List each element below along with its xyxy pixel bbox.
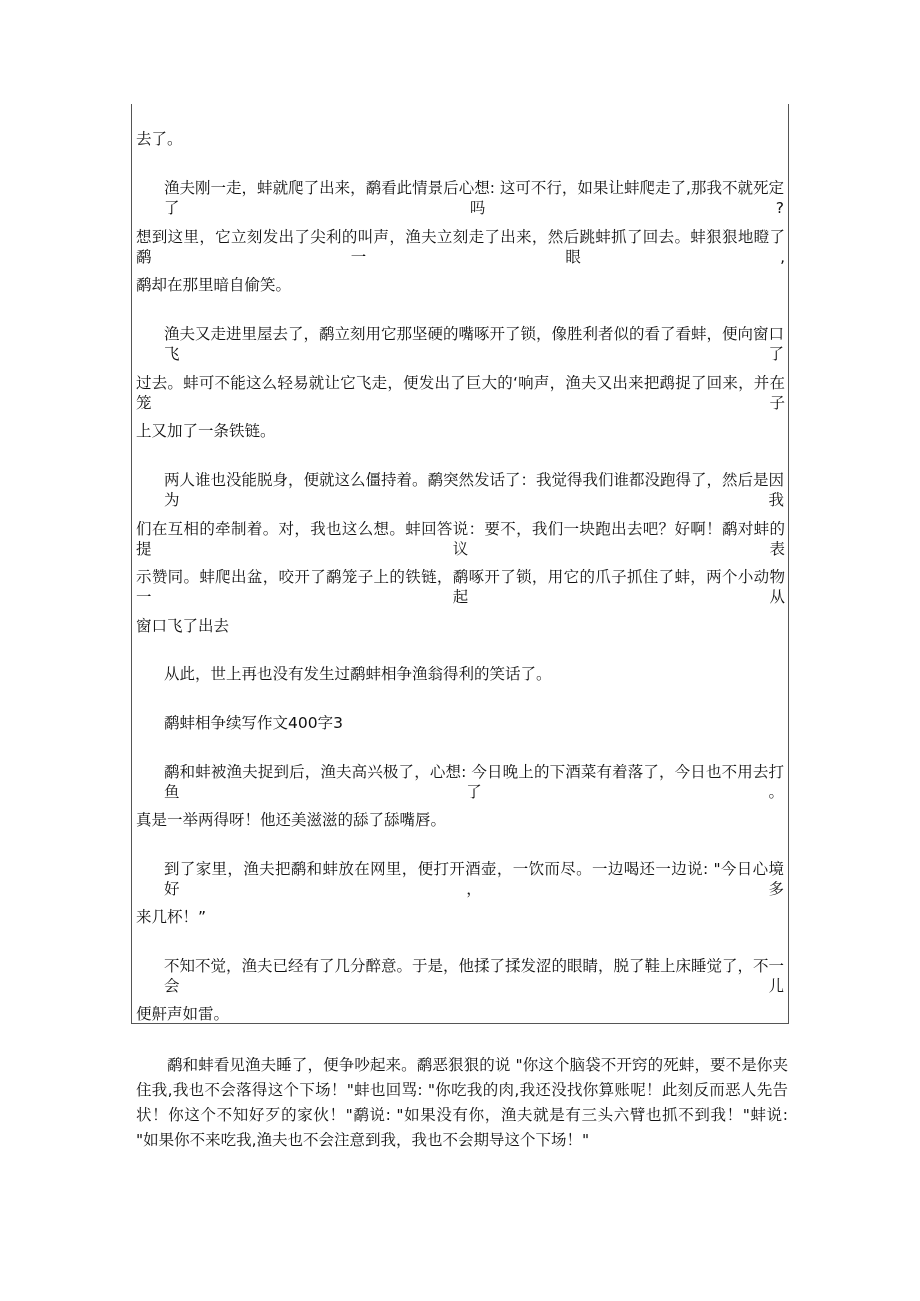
text-line: 想到这里，它立刻发出了尖利的叫声，渔夫立刻走了出来，然后跳蚌抓了回去。蚌狠狠地瞪了鹬一眼, [136,228,785,266]
text-line: 两人谁也没能脱身，便就这么僵持着。鹬突然发话了：我觉得我们谁都没跑得了，然后是因为我 [164,471,785,509]
text-line: 不知不觉，渔夫已经有了几分醉意。于是，他揉了揉发涩的眼睛，脱了鞋上床睡觉了，不一会儿 [164,957,785,995]
section-heading: 鹬蚌相争续写作文400字3 [164,714,343,732]
text-line: 上又加了一条铁链。 [136,422,276,440]
text-line: 们在互相的牵制着。对，我也这么想。蚌回答说：要不，我们一块跑出去吧？好啊！鹬对蚌的提议表 [136,520,785,558]
text-line: 真是一举两得呀！他还美滋滋的舔了舔嘴唇。 [136,811,447,829]
text-line: 渔夫又走进里屋去了，鹬立刻用它那坚硬的嘴啄开了锁，像胜利者似的看了看蚌，便向窗口飞了 [164,325,785,363]
text-line: 过去。蚌可不能这么轻易就让它飞走，便发出了巨大的‘响声，渔夫又出来把鹉捉了回来，并在笼子 [136,374,785,412]
text-line: 从此，世上再也没有发生过鹬蚌相争渔翁得利的笑话了。 [164,665,552,683]
text-line: 渔夫刚一走，蚌就爬了出来，鹬看此情景后心想: 这可不行，如果让蚌爬走了,那我不就死定了吗? [164,179,784,217]
text-line: 来几杯！” [136,908,207,926]
text-line: 窗口飞了出去 [136,617,230,635]
text-line: 便鼾声如雷。 [136,1005,230,1023]
body-paragraph: 鹬和蚌看见渔夫睡了，便争吵起来。鹬恶狠狠的说 "你这个脑袋不开窍的死蚌，要不是你夹住我,我也不会落得这个下场！"蚌也回骂: "你吃我的肉,我还没找你算账呢！此刻反而恶人先告状！你这个不知好歹的家伙！"鹬说: "如果没有你，渔夫就是有三头六臂也抓不到我！"蚌说: "如果你不来吃我,渔夫也不会注意到我，我也不会期导这个下场！" [136,1056,788,1149]
text-line: 到了家里，渔夫把鹬和蚌放在网里，便打开酒壶，一饮而尽。一边喝还一边说: "今日心境好，多 [164,860,784,898]
text-line: 示赞同。蚌爬出盆，咬开了鹬笼子上的铁链，鹬啄开了锁，用它的爪子抓住了蚌，两个小动物一起从 [136,568,785,606]
text-line: 去了。 [136,130,183,148]
text-line: 鹬却在那里暗自偷笑。 [136,276,292,294]
text-line: 鹬和蚌被渔夫捉到后，渔夫高兴极了，心想: 今日晚上的下酒菜有着落了，今日也不用去打鱼了。 [164,763,784,801]
